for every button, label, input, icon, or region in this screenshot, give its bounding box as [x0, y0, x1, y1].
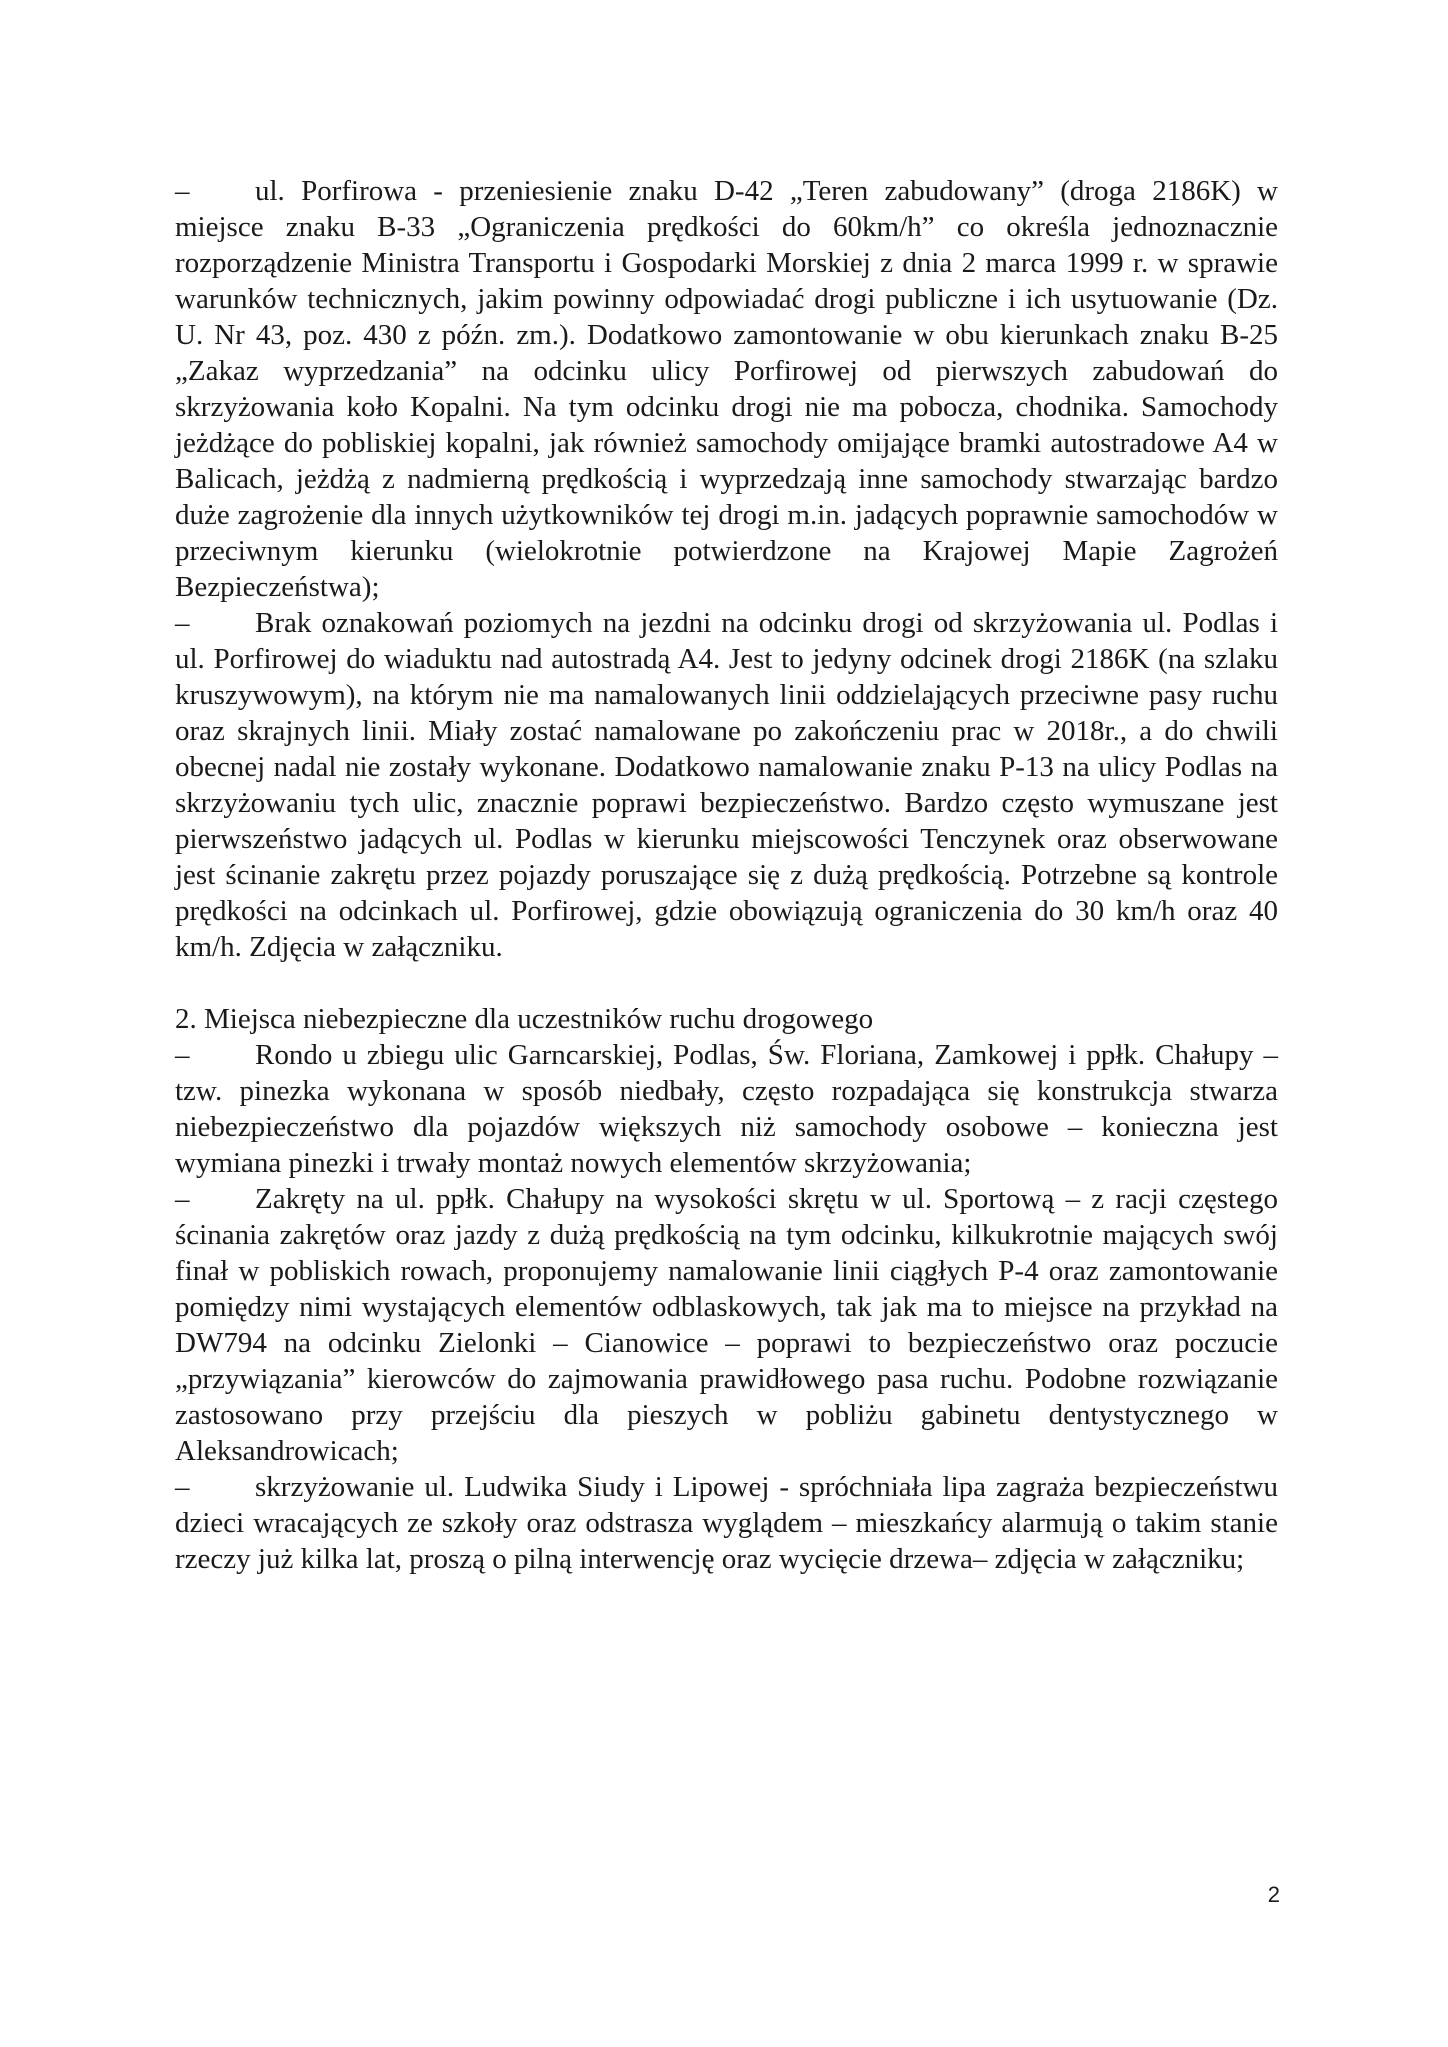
dash-bullet: –: [175, 1039, 190, 1071]
dash-bullet: –: [175, 1183, 190, 1215]
list-item-text: Zakręty na ul. ppłk. Chałupy na wysokości skrętu w ul. Sportową – z racji częstego ścinania zakrętów oraz jazdy z dużą prędkością na tym odcinku, kilkukrotnie mających swój finał w pobliskich rowach, proponujemy namalowanie linii ciągłych P-4 oraz zamontowanie pomiędzy nimi wystających elementów odblaskowych, tak jak ma to miejsce na przykład na DW794 na odcinku Zielonki – Cianowice – poprawi to bezpieczeństwo oraz poczucie „przywiązania” kierowców do zajmowania prawidłowego pasa ruchu. Podobne rozwiązanie zastosowano przy przejściu dla pieszych w pobliżu gabinetu dentystycznego w Aleksandrowicach;: [175, 1183, 1278, 1467]
dash-bullet: –: [175, 607, 190, 639]
section-heading: 2. Miejsca niebezpieczne dla uczestników ruchu drogowego: [175, 1003, 874, 1035]
list-item-text: Rondo u zbiegu ulic Garncarskiej, Podlas, Św. Floriana, Zamkowej i ppłk. Chałupy – tzw. pinezka wykonana w sposób niedbały, często rozpadająca się konstrukcja stwarza niebezpieczeństwo dla pojazdów większych niż samochody osobowe – konieczna jest wymiana pinezki i trwały montaż nowych elementów skrzyżowania;: [175, 1039, 1278, 1179]
paragraph-text: ul. Porfirowa - przeniesienie znaku D-42 „Teren zabudowany” (droga 2186K) w miejsce znaku B-33 „Ograniczenia prędkości do 60km/h” co określa jednoznacznie rozporządzenie Ministra Transportu i Gospodarki Morskiej z dnia 2 marca 1999 r. w sprawie warunków technicznych, jakim powinny odpowiadać drogi publiczne i ich usytuowanie (Dz. U. Nr 43, poz. 430 z późn. zm.). Dodatkowo zamontowanie w obu kierunkach znaku B-25 „Zakaz wyprzedzania” na odcinku ulicy Porfirowej od pierwszych zabudowań do skrzyżowania koło Kopalni. Na tym odcinku drogi nie ma pobocza, chodnika. Samochody jeżdżące do pobliskiej kopalni, jak również samochody omijające bramki autostradowe A4 w Balicach, jeżdżą z nadmierną prędkością i wyprzedzają inne samochody stwarzając bardzo duże zagrożenie dla innych użytkowników tej drogi m.in. jadących poprawnie samochodów w przeciwnym kierunku (wielokrotnie potwierdzone na Krajowej Mapie Zagrożeń Bezpieczeństwa);: [175, 175, 1278, 603]
list-item-curves: [175, 1181, 1278, 1469]
paragraph-road-markings: [175, 605, 1278, 965]
page-number: 2: [1267, 1882, 1280, 1907]
paragraph-porfirowa-signs: [175, 173, 1278, 605]
paragraph-text: Brak oznakowań poziomych na jezdni na odcinku drogi od skrzyżowania ul. Podlas i ul. Porfirowej do wiaduktu nad autostradą A4. Jest to jedyny odcinek drogi 2186K (na szlaku kruszywowym), na którym nie ma namalowanych linii oddzielających przeciwne pasy ruchu oraz skrajnych linii. Miały zostać namalowane po zakończeniu prac w 2018r., a do chwili obecnej nadal nie zostały wykonane. Dodatkowo namalowanie znaku P-13 na ulicy Podlas na skrzyżowaniu tych ulic, znacznie poprawi bezpieczeństwo. Bardzo często wymuszane jest pierwszeństwo jadących ul. Podlas w kierunku miejscowości Tenczynek oraz obserwowane jest ścinanie zakrętu przez pojazdy poruszające się z dużą prędkością. Potrzebne są kontrole prędkości na odcinkach ul. Porfirowej, gdzie obowiązują ograniczenia do 30 km/h oraz 40 km/h. Zdjęcia w załączniku.: [175, 607, 1278, 963]
dash-bullet: –: [175, 1471, 190, 1503]
list-item-intersection-tree: [175, 1469, 1278, 1577]
list-item-roundabout: [175, 1037, 1278, 1181]
dash-bullet: –: [175, 175, 190, 207]
document-body: [175, 173, 1278, 1577]
list-item-text: skrzyżowanie ul. Ludwika Siudy i Lipowej - spróchniała lipa zagraża bezpieczeństwu dzieci wracających ze szkoły oraz odstrasza wyglądem – mieszkańcy alarmują o takim stanie rzeczy już kilka lat, proszą o pilną interwencję oraz wycięcie drzewa– zdjęcia w załączniku;: [175, 1471, 1278, 1575]
